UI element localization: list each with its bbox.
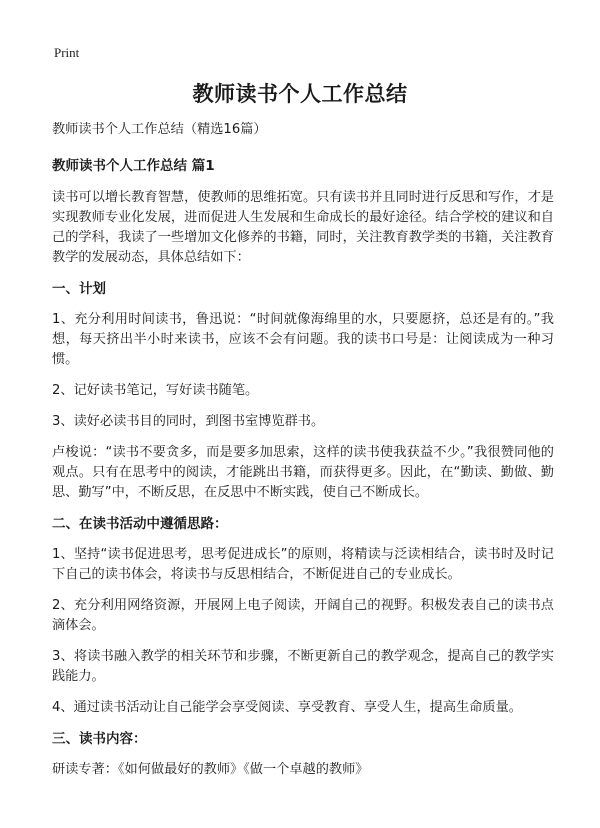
article-heading: 教师读书个人工作总结 篇1 [52, 158, 215, 174]
print-link[interactable]: Print [54, 45, 80, 60]
paragraph: 3、将读书融入教学的相关环节和步骤，不断更新自己的教学观念，提高自己的教学实践能力。 [52, 649, 554, 684]
paragraph: 卢梭说：“读书不要贪多，而是要多加思索，这样的读书使我获益不少。”我很赞同他的观点。只有在思考中的阅读，才能跳出书籍，而获得更多。因此，在“勤读、勤做、勤思、勤写”中，不断反思，在反思中不断实践，使自己不断成长。 [52, 445, 554, 500]
intro-paragraph: 读书可以增长教育智慧，使教师的思维拓宽。只有读书并且同时进行反思和写作，才是实现教师专业化发展，进而促进人生发展和生命成长的最好途径。结合学校的建议和自己的学科，我读了一些增加文化修养的书籍，同时，关注教育教学类的书籍，关注教育教学的发展动态，具体总结如下： [52, 190, 554, 265]
section-reading-content [52, 729, 554, 780]
paragraph: 2、充分利用网络资源，开展网上电子阅读，开阔自己的视野。积极发表自己的读书点滴体会。 [52, 598, 554, 633]
paragraph: 3、读好必读书目的同时，到图书室博览群书。 [52, 414, 325, 429]
paragraph: 4、通过读书活动让自己能学会享受阅读、享受教育、享受人生，提高生命质量。 [52, 700, 522, 715]
section-heading: 二、在读书活动中遵循思路： [52, 516, 228, 532]
section-heading: 三、读书内容： [52, 731, 147, 747]
paragraph: 研读专著：《如何做最好的教师》《做一个卓越的教师》 [52, 762, 369, 777]
section-approach [52, 514, 554, 718]
document-body [52, 120, 554, 791]
paragraph: 2、记好读书笔记，写好读书随笔。 [52, 383, 259, 398]
document-subtitle: 教师读书个人工作总结（精选16篇） [52, 122, 267, 137]
section-heading: 一、计划 [52, 281, 106, 297]
section-plan [52, 279, 554, 503]
page-title: 教师读书个人工作总结 [192, 82, 408, 106]
paragraph: 1、坚持“读书促进思考，思考促进成长”的原则，将精读与泛读相结合，读书时及时记下自己的读书体会，将读书与反思相结合，不断促进自己的专业成长。 [52, 547, 554, 582]
paragraph: 1、充分利用时间读书，鲁迅说：“时间就像海绵里的水，只要愿挤，总还是有的。”我想，每天挤出半小时来读书，应该不会有问题。我的读书口号是：让阅读成为一种习惯。 [52, 312, 554, 367]
